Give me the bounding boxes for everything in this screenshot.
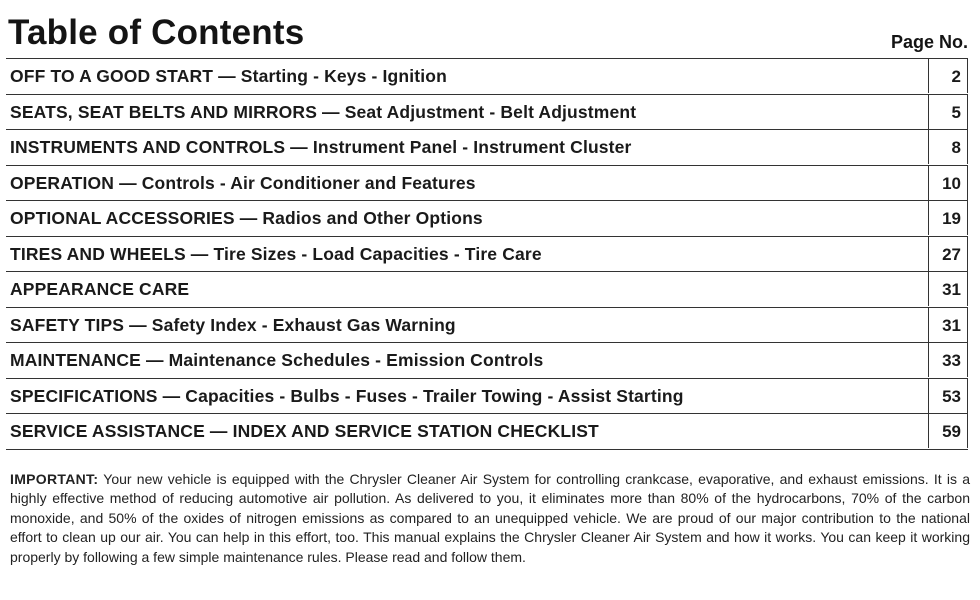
toc-page-cell (928, 343, 968, 377)
toc-entry-title: TIRES AND WHEELS — Tire Sizes - Load Capacities - Tire Care (10, 243, 542, 264)
toc-page-number: 31 (942, 280, 961, 299)
toc-page-cell (928, 308, 968, 342)
toc-entry[interactable] (6, 308, 968, 344)
toc-page-number: 5 (951, 102, 961, 122)
toc-entry[interactable] (6, 166, 968, 202)
table-of-contents (6, 58, 968, 450)
toc-entry[interactable] (6, 414, 968, 450)
toc-page-number: 53 (942, 386, 961, 406)
important-notice (10, 470, 970, 567)
toc-entry-title: APPEARANCE CARE (10, 279, 190, 299)
toc-entry[interactable] (6, 59, 968, 95)
toc-page-cell (928, 379, 968, 413)
important-label: IMPORTANT: (10, 471, 99, 487)
toc-entry-title: MAINTENANCE — Maintenance Schedules - Emission Controls (10, 350, 544, 370)
toc-page-number: 8 (951, 138, 961, 157)
toc-entry-title: SERVICE ASSISTANCE — INDEX AND SERVICE STATION CHECKLIST (10, 421, 599, 441)
toc-page-number: 33 (942, 351, 961, 370)
toc-page-number: 19 (942, 209, 961, 228)
toc-entry-title: INSTRUMENTS AND CONTROLS — Instrument Panel - Instrument Cluster (10, 137, 632, 157)
toc-page-cell (928, 95, 968, 129)
page-no-column-header: Page No. (890, 32, 968, 52)
toc-page-cell (928, 414, 968, 448)
toc-page-cell (928, 59, 968, 93)
toc-entry[interactable] (6, 130, 968, 166)
toc-page-cell (928, 201, 968, 235)
toc-page-cell (928, 272, 968, 306)
toc-entry[interactable] (6, 237, 968, 273)
toc-entry[interactable] (6, 379, 968, 415)
toc-page-number: 27 (942, 244, 961, 264)
toc-page-cell (928, 166, 968, 200)
header (8, 12, 970, 56)
toc-entry-title: OPTIONAL ACCESSORIES — Radios and Other Options (10, 208, 483, 228)
toc-page-number: 31 (942, 315, 961, 335)
page-title: Table of Contents (8, 13, 305, 52)
toc-entry-title: OFF TO A GOOD START — Starting - Keys - Ignition (10, 66, 447, 86)
toc-entry[interactable] (6, 95, 968, 131)
toc-page-cell (928, 237, 968, 271)
toc-page-number: 59 (942, 422, 961, 441)
toc-page-number: 2 (951, 67, 961, 86)
toc-entry[interactable] (6, 201, 968, 237)
toc-page-cell (928, 130, 968, 164)
toc-entry[interactable] (6, 272, 968, 308)
important-body: Your new vehicle is equipped with the Chrysler Cleaner Air System for controlling crankcase, evaporative, and exhaust emissions. It is a highly effective method of reducing automotive air pollution. As delivered to you, it eliminates more than 80% of the hydrocarbons, 70% of the carbon monoxide, and 50% of the oxides of nitrogen emissions as compared to an unequipped vehicle. We are proud of our major contribution to the national effort to clean up our air. You can help in this effort, too. This manual explains the Chrysler Cleaner Air System and how it works. You can keep it working properly by following a few simple maintenance rules. Please read and follow them. (10, 471, 970, 565)
toc-entry-title: SAFETY TIPS — Safety Index - Exhaust Gas Warning (10, 314, 456, 335)
toc-entry-title: SPECIFICATIONS — Capacities - Bulbs - Fuses - Trailer Towing - Assist Starting (10, 385, 684, 406)
toc-page-number: 10 (942, 173, 961, 193)
toc-entry-title: OPERATION — Controls - Air Conditioner and Features (10, 172, 476, 193)
toc-entry-title: SEATS, SEAT BELTS AND MIRRORS — Seat Adjustment - Belt Adjustment (10, 101, 637, 122)
toc-entry[interactable] (6, 343, 968, 379)
